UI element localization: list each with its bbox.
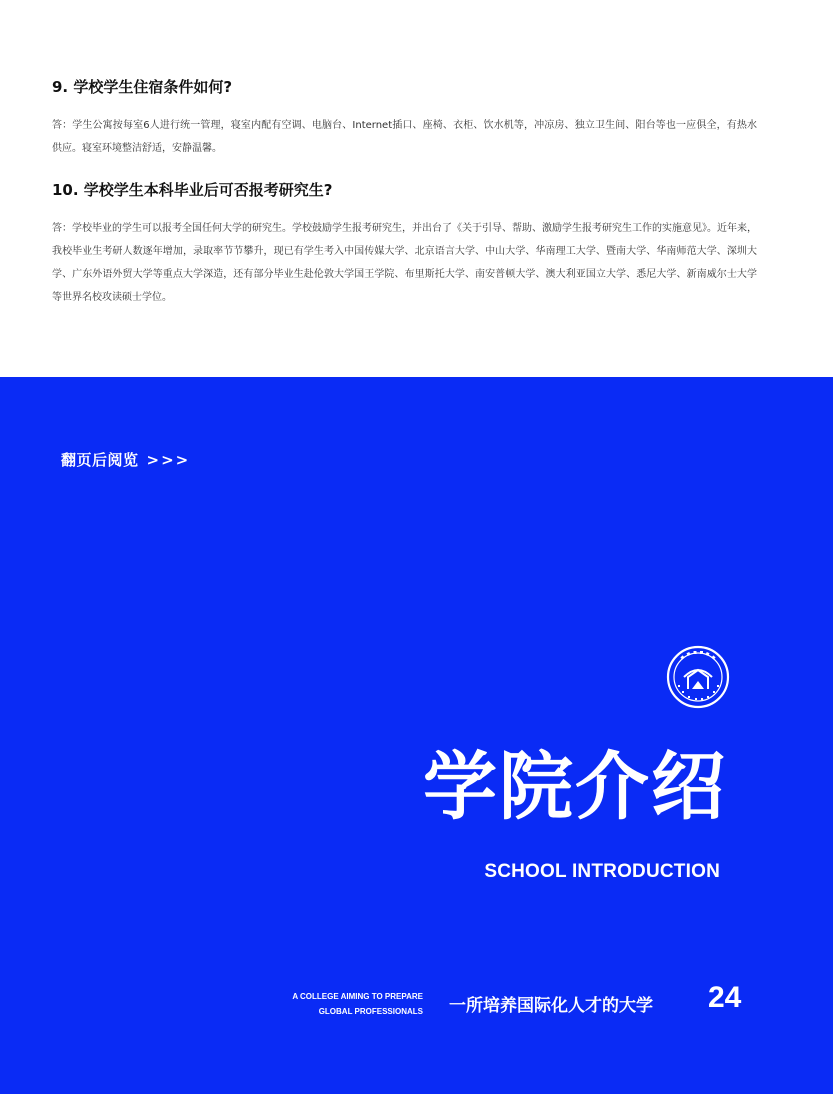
tagline-cn: 一所培养国际化人才的大学: [449, 996, 653, 1016]
flip-arrows-icon: >>>: [146, 451, 191, 469]
flip-hint-text: 翻页后阅览: [61, 451, 139, 469]
faq-question: 10. 学校学生本科毕业后可否报考研究生?: [52, 181, 333, 199]
page-number: 24: [708, 981, 742, 1014]
tagline-en: [292, 989, 423, 1019]
faq-item-postgraduate: [52, 180, 757, 309]
faq-item-accommodation: [52, 77, 757, 160]
tagline-en-line1: A COLLEGE AIMING TO PREPARE: [292, 992, 423, 1001]
tagline-en-line2: GLOBAL PROFESSIONALS: [318, 1007, 423, 1016]
section-cover-panel: [0, 377, 833, 1094]
faq-question: 9. 学校学生住宿条件如何?: [52, 78, 233, 96]
section-title-cn: 学院介绍: [423, 744, 727, 830]
section-title-en: SCHOOL INTRODUCTION: [484, 861, 720, 882]
faq-answer: 答：学校毕业的学生可以报考全国任何大学的研究生。学校鼓励学生报考研究生，并出台了《关于引导、帮助、激励学生报考研究生工作的实施意见》。近年来，我校毕业生考研人数逐年增加，录取率节节攀升，现已有学生考入中国传媒大学、北京语言大学、中山大学、华南理工大学、暨南大学、华南师范大学、深圳大学、广东外语外贸大学等重点大学深造，还有部分毕业生赴伦敦大学国王学院、布里斯托大学、南安普顿大学、澳大利亚国立大学、悉尼大学、新南威尔士大学等世界名校攻读硕士学位。: [52, 223, 757, 303]
university-seal-icon: [666, 645, 730, 709]
flip-page-hint: [61, 449, 190, 470]
faq-answer: 答：学生公寓按每室6人进行统一管理，寝室内配有空调、电脑台、Internet插口、座椅、衣柜、饮水机等，冲凉房、独立卫生间、阳台等也一应俱全，有热水供应。寝室环境整洁舒适，安静温馨。: [52, 120, 757, 154]
